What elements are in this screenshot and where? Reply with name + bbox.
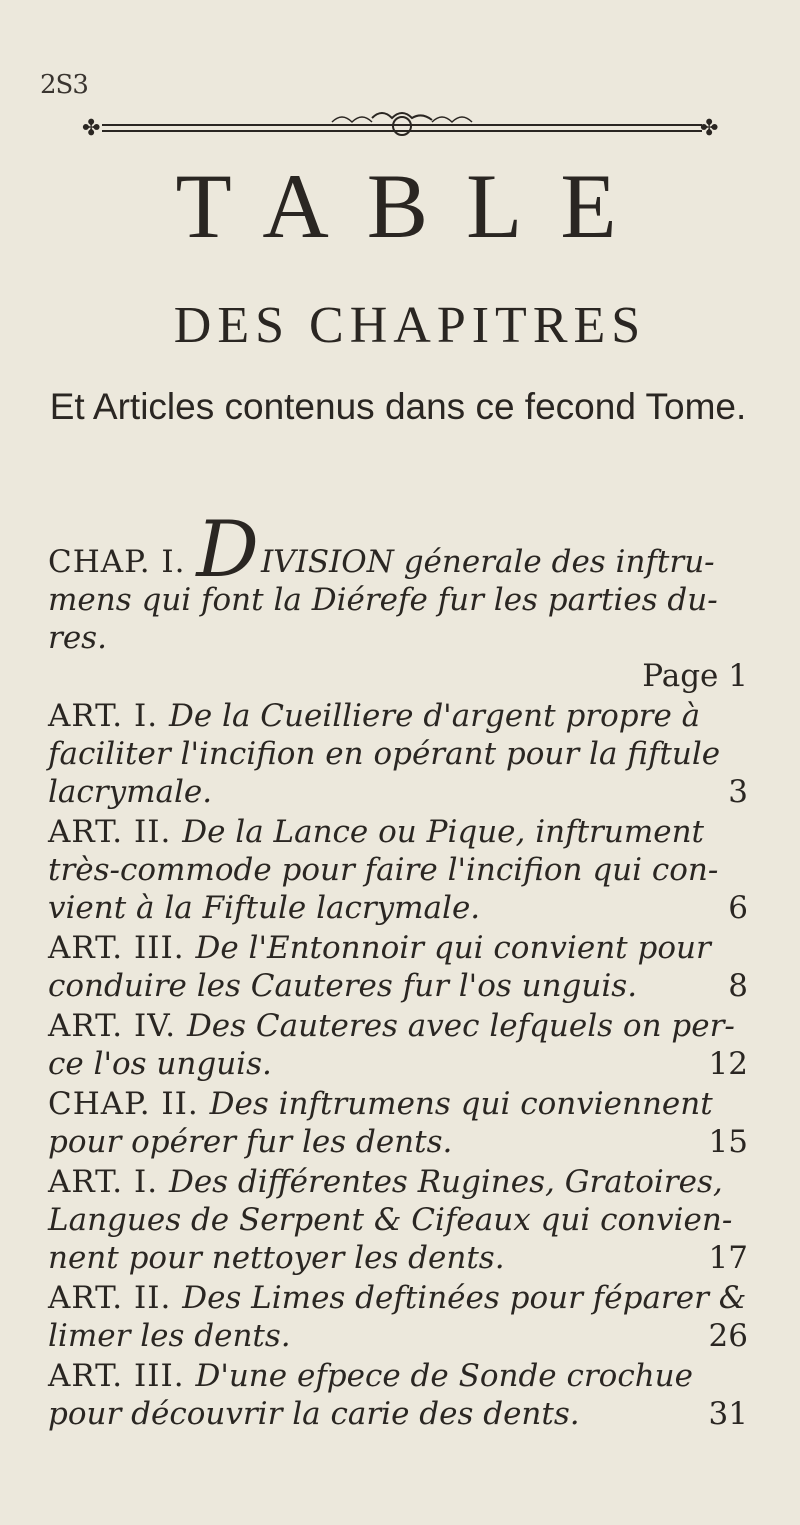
entry-label: ART. I. (48, 1164, 169, 1200)
entry-label: CHAP. I. (48, 544, 197, 580)
toc-entry (48, 1279, 748, 1355)
page-label: Page (642, 658, 719, 694)
toc-entry (48, 1085, 748, 1161)
entry-label: ART. I. (48, 698, 169, 734)
entry-page: 12 (708, 1046, 748, 1082)
entry-page: 8 (728, 968, 748, 1004)
entry-text: IVISION génerale des inftru- mens qui font la Diérefe fur les parties du- res. (48, 544, 718, 656)
svg-text:✤: ✤ (82, 116, 101, 141)
svg-text:✤: ✤ (700, 116, 719, 141)
entry-page: 6 (728, 890, 748, 926)
entry-text: Des Cauteres avec lefquels on per- ce l'os unguis. (48, 1008, 735, 1082)
ornamental-rule (82, 108, 722, 148)
entry-label: CHAP. II. (48, 1086, 210, 1122)
toc-entry (48, 929, 748, 1005)
entry-page: 15 (708, 1124, 748, 1160)
toc-entry (48, 813, 748, 927)
drop-cap: D (196, 505, 259, 595)
entry-text: De la Lance ou Pique, inftrument très-commode pour faire l'incifion qui con- vient à la Fiftule lacrymale. (48, 814, 719, 926)
entry-text: De l'Entonnoir qui convient pour conduire les Cauteres fur l'os unguis. (48, 930, 711, 1004)
entry-text: De la Cueilliere d'argent propre à faciliter l'incifion en opérant pour la fiftule lacrymale. (48, 698, 721, 810)
page-subtitle: DES CHAPITRES (173, 297, 647, 354)
entry-label: ART. III. (48, 1358, 196, 1394)
table-of-contents (48, 505, 748, 1435)
toc-entry (48, 1007, 748, 1083)
entry-page-line (48, 657, 748, 695)
entry-page: 31 (708, 1396, 748, 1432)
entry-label: ART. II. (48, 814, 183, 850)
page-mark: 2S3 (40, 70, 88, 100)
entry-label: ART. II. (48, 1280, 183, 1316)
entry-page: 26 (708, 1318, 748, 1354)
entry-text: Des différentes Rugines, Gratoires, Langues de Serpent & Cifeaux qui convien- nent pour nettoyer les dents. (48, 1164, 733, 1276)
entry-page: 17 (708, 1240, 748, 1276)
entry-text: Des Limes deftinées pour féparer & limer les dents. (48, 1280, 747, 1354)
entry-page: 1 (728, 658, 748, 694)
intro-text: Et Articles contenus dans ce fecond Tome. (49, 386, 747, 427)
entry-page: 3 (728, 774, 748, 810)
entry-label: ART. IV. (48, 1008, 187, 1044)
entry-text: D'une efpece de Sonde crochue pour découvrir la carie des dents. (48, 1358, 693, 1432)
toc-entry (48, 505, 748, 695)
entry-label: ART. III. (48, 930, 196, 966)
page-title: TABLE (175, 155, 655, 257)
toc-entry (48, 1163, 748, 1277)
toc-entry (48, 1357, 748, 1433)
entry-text: Des inftrumens qui conviennent pour opérer fur les dents. (48, 1086, 713, 1160)
toc-entry (48, 697, 748, 811)
